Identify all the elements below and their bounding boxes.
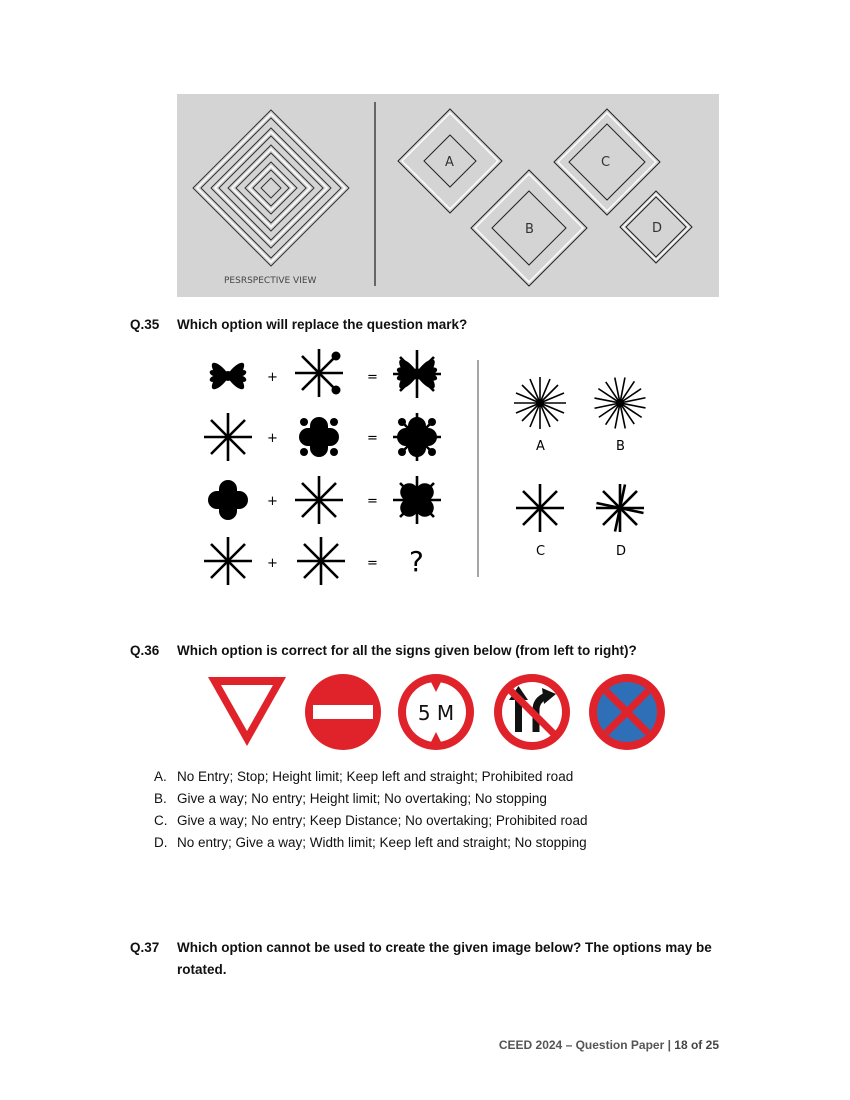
q35-option-a-label: A	[536, 439, 545, 454]
q36-number: Q.36	[130, 643, 160, 658]
q35-option-c-shape	[516, 484, 564, 532]
q35-question-mark: ?	[409, 545, 424, 578]
q35-row4-shape2	[297, 537, 345, 585]
q35-row3-shape1	[208, 480, 248, 520]
sign-no-entry	[305, 674, 381, 750]
q35-row2-plus: +	[267, 431, 278, 446]
q35-row1-equals: =	[367, 370, 378, 385]
q35-row1-shape2	[295, 349, 343, 397]
q37-question-text-line2: rotated.	[177, 962, 227, 977]
q36-signs-drawing	[200, 672, 670, 752]
q36-signs	[200, 672, 670, 752]
q36-option-b-text[interactable]: Give a way; No entry; Height limit; No overtaking; No stopping	[177, 791, 547, 806]
q36-option-d-letter[interactable]: D.	[154, 835, 168, 850]
q35-row3-shape2	[295, 476, 343, 524]
q36-option-a-text[interactable]: No Entry; Stop; Height limit; Keep left and straight; Prohibited road	[177, 769, 574, 784]
q36-option-a-letter[interactable]: A.	[154, 769, 167, 784]
q35-option-c-label: C	[536, 544, 546, 559]
q35-row2-shape2	[299, 417, 339, 457]
q35-row2-shape1	[204, 413, 252, 461]
q35-number: Q.35	[130, 317, 160, 332]
q37-question-text-line1: Which option cannot be used to create the given image below? The options may be	[177, 940, 712, 955]
q36-option-b-letter[interactable]: B.	[154, 791, 167, 806]
q35-row2-result	[393, 413, 441, 461]
q37-number: Q.37	[130, 940, 160, 955]
q34-option-b-label: B	[525, 222, 534, 237]
sign-no-stopping	[589, 674, 665, 750]
q36-question-text: Which option is correct for all the signs given below (from left to right)?	[177, 643, 637, 658]
q35-row3-result	[389, 472, 446, 529]
q35-row4-plus: +	[267, 556, 278, 571]
perspective-label: PESRSPECTIVE VIEW	[224, 276, 317, 286]
q35-figure	[195, 345, 665, 590]
q35-row1-plus: +	[267, 370, 278, 385]
page-footer	[499, 1038, 719, 1052]
q35-row2-equals: =	[367, 431, 378, 446]
q34-figure-drawing	[177, 94, 719, 297]
sign-arrows-prohibited	[494, 674, 570, 750]
q35-row3-equals: =	[367, 494, 378, 509]
footer-label: CEED 2024 – Question Paper |	[498, 1038, 671, 1052]
sign-5m-text: 5 M	[417, 701, 455, 725]
sign-give-way	[208, 677, 286, 746]
q36-option-d-text[interactable]: No entry; Give a way; Width limit; Keep left and straight; No stopping	[177, 835, 587, 850]
q35-question-text: Which option will replace the question mark?	[177, 317, 468, 332]
footer-page-number: 18 of 25	[674, 1038, 719, 1052]
q35-row4-equals: =	[367, 556, 378, 571]
q36-option-c-text[interactable]: Give a way; No entry; Keep Distance; No overtaking; Prohibited road	[177, 813, 588, 828]
q34-option-d-label: D	[652, 221, 663, 236]
q35-option-a-shape	[514, 377, 566, 429]
q35-option-d-label: D	[616, 544, 627, 559]
q35-option-b-label: B	[616, 439, 625, 454]
q34-option-c-label: C	[601, 155, 611, 170]
q35-option-b-shape	[590, 373, 651, 434]
q35-option-d-shape	[592, 480, 649, 537]
q35-figure-drawing	[195, 345, 665, 590]
q35-row4-shape1	[204, 537, 252, 585]
q35-row1-result	[393, 350, 441, 398]
q35-row1-shape1	[210, 363, 247, 389]
sign-5m	[398, 674, 474, 750]
q36-option-c-letter[interactable]: C.	[154, 813, 168, 828]
q35-row3-plus: +	[267, 494, 278, 509]
q34-figure	[177, 94, 719, 297]
q34-option-a-label: A	[445, 155, 454, 170]
perspective-diamonds	[193, 110, 349, 266]
